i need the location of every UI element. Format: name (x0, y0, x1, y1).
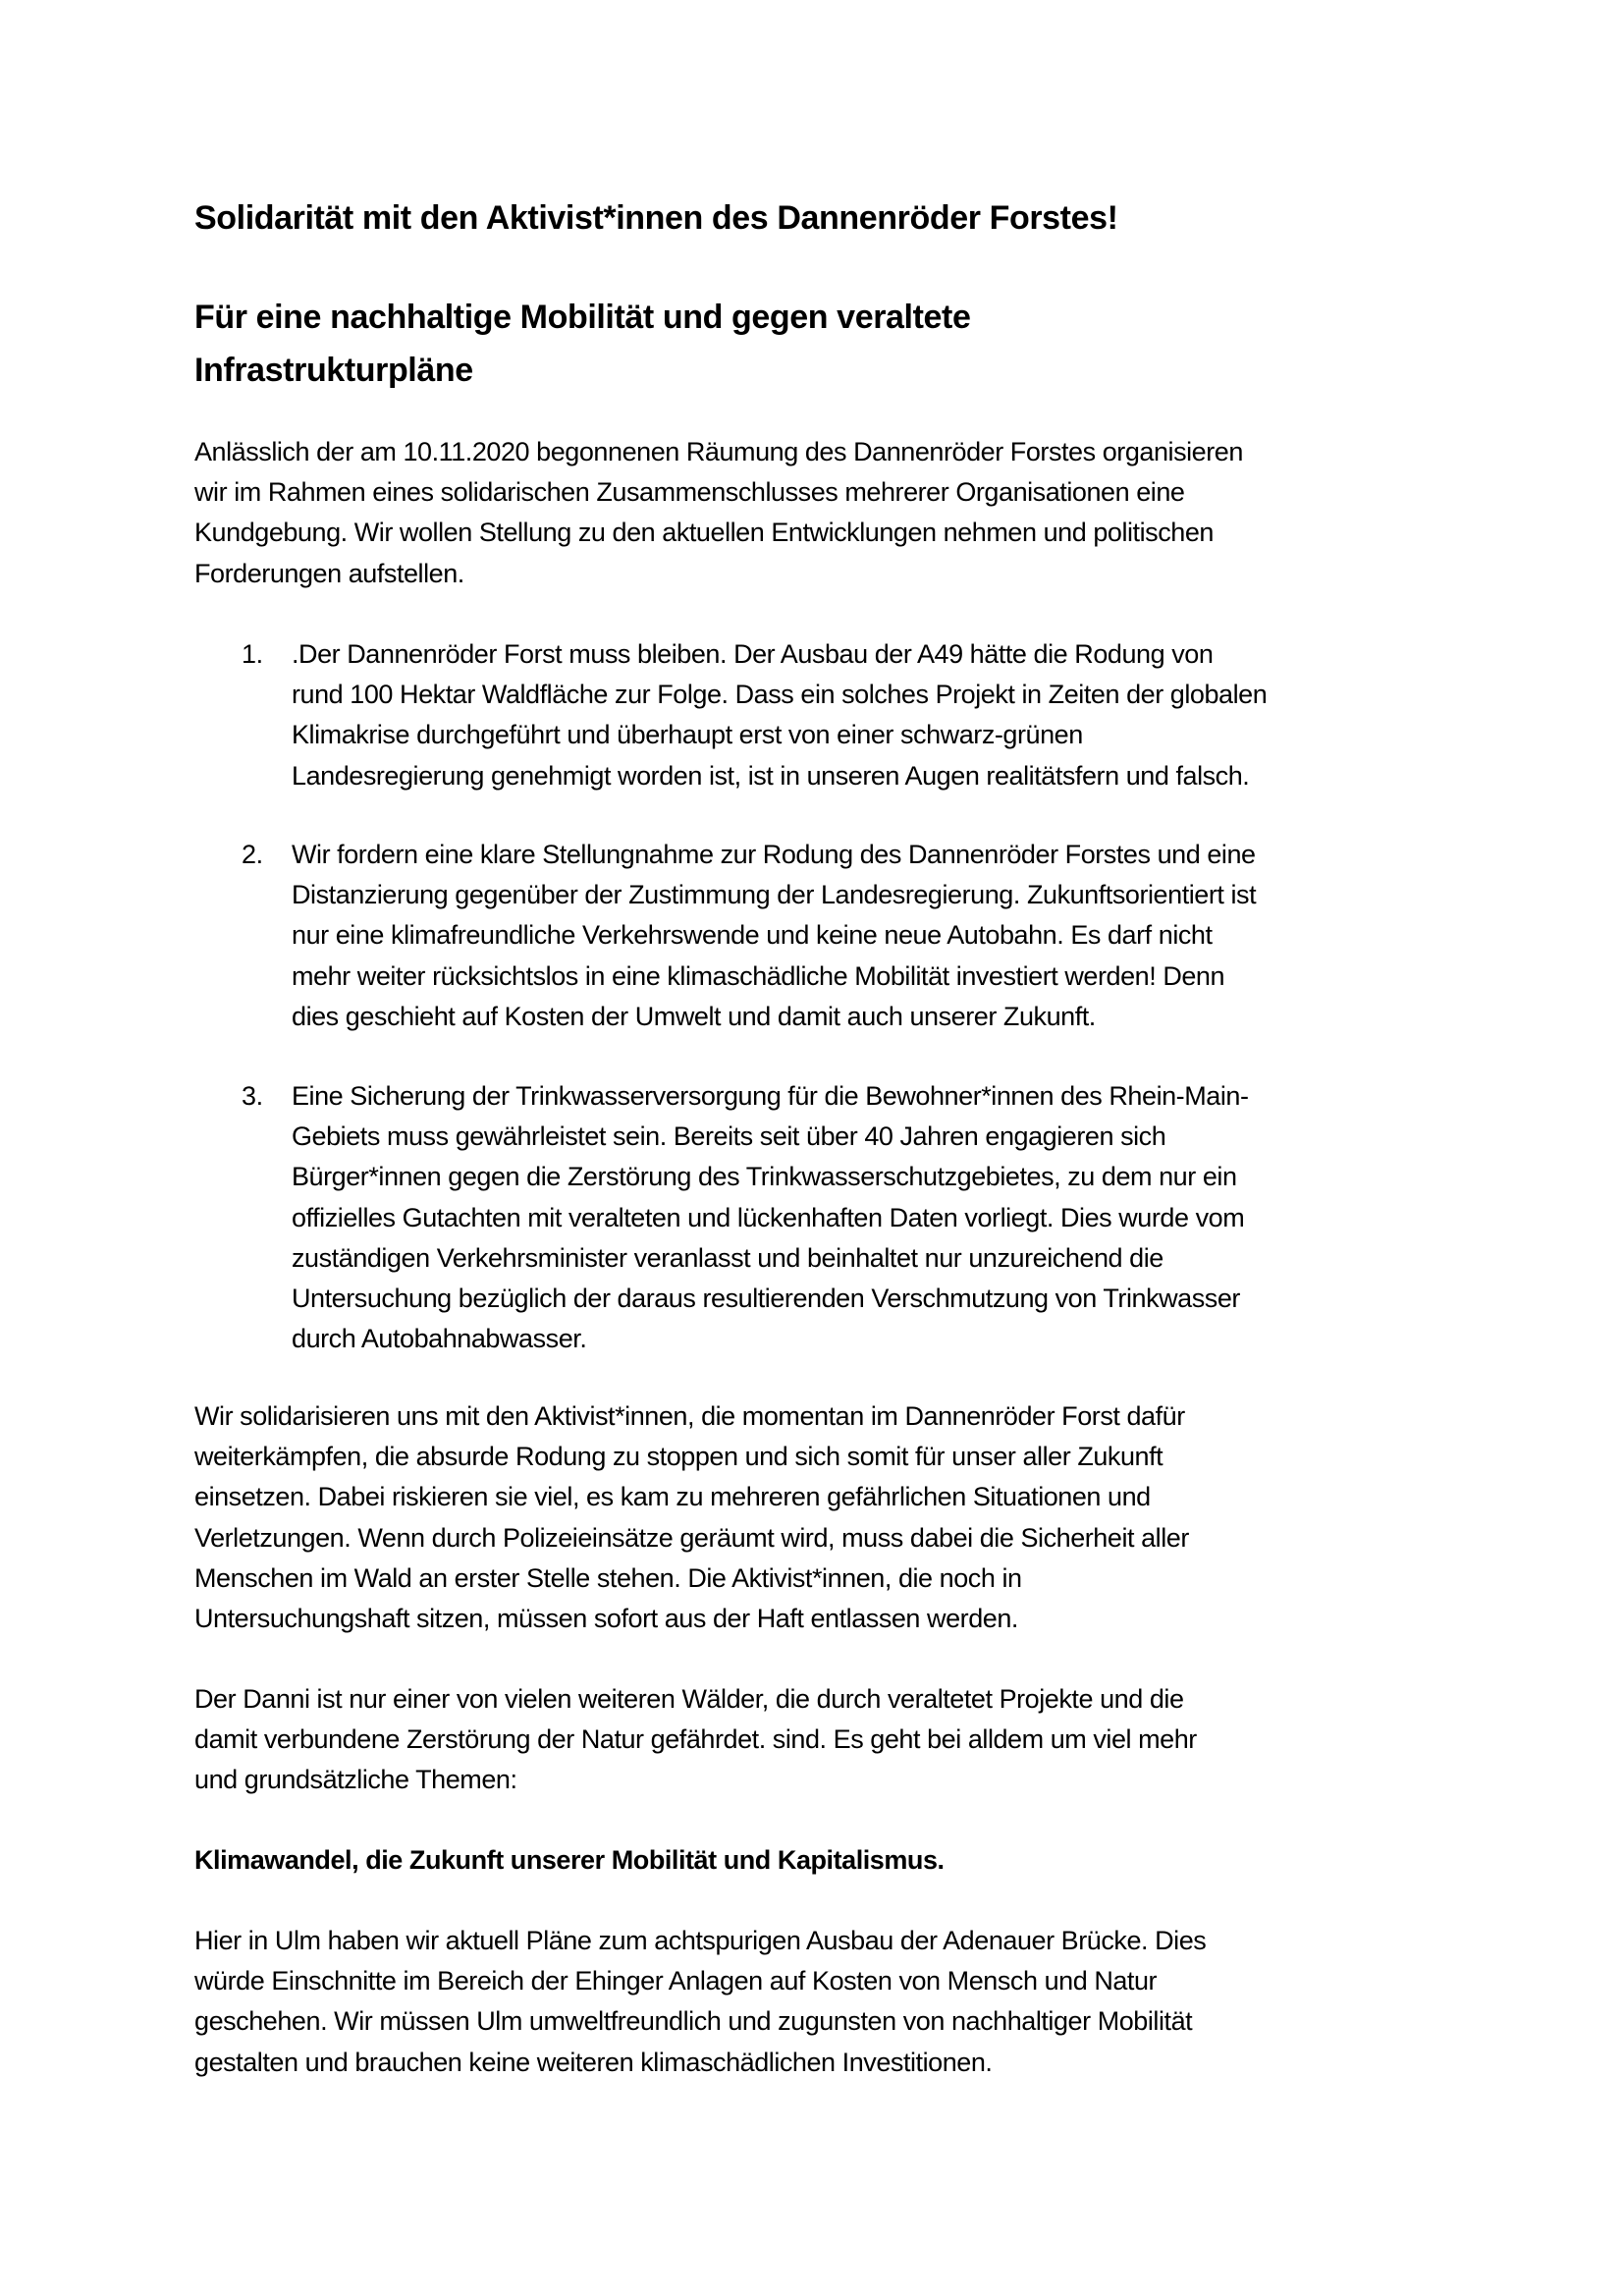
subtitle-line: Für eine nachhaltige Mobilität und gegen veraltete (194, 299, 971, 336)
text-line: Klimakrise durchgeführt und überhaupt erst von einer schwarz-grünen (292, 720, 1083, 750)
text-line: dies geschieht auf Kosten der Umwelt und damit auch unserer Zukunft. (292, 1001, 1096, 1031)
list-item-text (292, 1076, 1450, 1359)
list-number: 3. (242, 1081, 263, 1111)
text-line: durch Autobahnabwasser. (292, 1324, 587, 1354)
ulm-paragraph (194, 1921, 1441, 2083)
text-line: weiterkämpfen, die absurde Rodung zu stoppen und sich somit für unser aller Zukunft (194, 1442, 1163, 1472)
list-number: 1. (242, 639, 263, 669)
text-line: damit verbundene Zerstörung der Natur gefährdet. sind. Es geht bei alldem um viel mehr (194, 1724, 1197, 1755)
text-line: Landesregierung genehmigt worden ist, ist in unseren Augen realitätsfern und falsch. (292, 760, 1250, 791)
text-line: Wir fordern eine klare Stellungnahme zur Rodung des Dannenröder Forstes und eine (292, 840, 1256, 869)
text-line: offizielles Gutachten mit veralteten und lückenhaften Daten vorliegt. Dies wurde vom (292, 1202, 1245, 1232)
text-line: Wir solidarisieren uns mit den Aktivist*innen, die momentan im Dannenröder Forst dafür (194, 1401, 1185, 1431)
intro-paragraph (194, 432, 1441, 594)
text-line: mehr weiter rücksichtslos in eine klimaschädliche Mobilität investiert werden! Denn (292, 960, 1225, 991)
text-line: einsetzen. Dabei riskieren sie viel, es kam zu mehreren gefährlichen Situationen und (194, 1482, 1151, 1512)
text-line: gestalten und brauchen keine weiteren klimaschädlichen Investitionen. (194, 2047, 993, 2077)
list-item-text (292, 835, 1450, 1037)
solidarity-paragraph (194, 1396, 1441, 1639)
text-line: Eine Sicherung der Trinkwasserversorgung für die Bewohner*innen des Rhein-Main- (292, 1081, 1249, 1111)
list-item-text (292, 634, 1450, 796)
text-line: Verletzungen. Wenn durch Polizeieinsätze geräumt wird, muss dabei die Sicherheit aller (194, 1522, 1189, 1553)
text-line: Forderungen aufstellen. (194, 558, 464, 588)
danni-paragraph (194, 1679, 1441, 1801)
text-line: .Der Dannenröder Forst muss bleiben. Der Ausbau der A49 hätte die Rodung von (292, 639, 1214, 669)
text-line: wir im Rahmen eines solidarischen Zusammenschlusses mehrerer Organisationen eine (194, 477, 1185, 508)
document-title: Solidarität mit den Aktivist*innen des Dannenröder Forstes! (194, 199, 1118, 237)
text-line: geschehen. Wir müssen Ulm umweltfreundlich und zugunsten von nachhaltiger Mobilität (194, 2006, 1193, 2037)
text-line: und grundsätzliche Themen: (194, 1765, 517, 1795)
text-line: zuständigen Verkehrsminister veranlasst und beinhaltet nur unzureichend die (292, 1242, 1163, 1273)
text-line: Anlässlich der am 10.11.2020 begonnenen Räumung des Dannenröder Forstes organisieren (194, 437, 1243, 466)
themes-bold-line: Klimawandel, die Zukunft unserer Mobilität und Kapitalismus. (194, 1845, 945, 1875)
text-line: Bürger*innen gegen die Zerstörung des Trinkwasserschutzgebietes, zu dem nur ein (292, 1162, 1237, 1192)
text-line: Untersuchung bezüglich der daraus resultierenden Verschmutzung von Trinkwasser (292, 1284, 1240, 1314)
text-line: Gebiets muss gewährleistet sein. Bereits seit über 40 Jahren engagieren sich (292, 1121, 1166, 1152)
text-line: Hier in Ulm haben wir aktuell Pläne zum achtspurigen Ausbau der Adenauer Brücke. Dies (194, 1926, 1207, 1955)
text-line: Menschen im Wald an erster Stelle stehen. Die Aktivist*innen, die noch in (194, 1562, 1022, 1593)
list-number: 2. (242, 840, 263, 869)
text-line: Der Danni ist nur einer von vielen weiteren Wälder, die durch veraltetet Projekte und die (194, 1684, 1184, 1714)
text-line: würde Einschnitte im Bereich der Ehinger Anlagen auf Kosten von Mensch und Natur (194, 1966, 1158, 1996)
text-line: Untersuchungshaft sitzen, müssen sofort aus der Haft entlassen werden. (194, 1604, 1018, 1634)
text-line: rund 100 Hektar Waldfläche zur Folge. Dass ein solches Projekt in Zeiten der globalen (292, 680, 1268, 710)
document-subtitle (194, 291, 1176, 397)
text-line: nur eine klimafreundliche Verkehrswende und keine neue Autobahn. Es darf nicht (292, 920, 1213, 951)
text-line: Kundgebung. Wir wollen Stellung zu den aktuellen Entwicklungen nehmen und politischen (194, 518, 1214, 548)
subtitle-line: Infrastrukturpläne (194, 352, 473, 389)
text-line: Distanzierung gegenüber der Zustimmung der Landesregierung. Zukunftsorientiert ist (292, 880, 1257, 910)
